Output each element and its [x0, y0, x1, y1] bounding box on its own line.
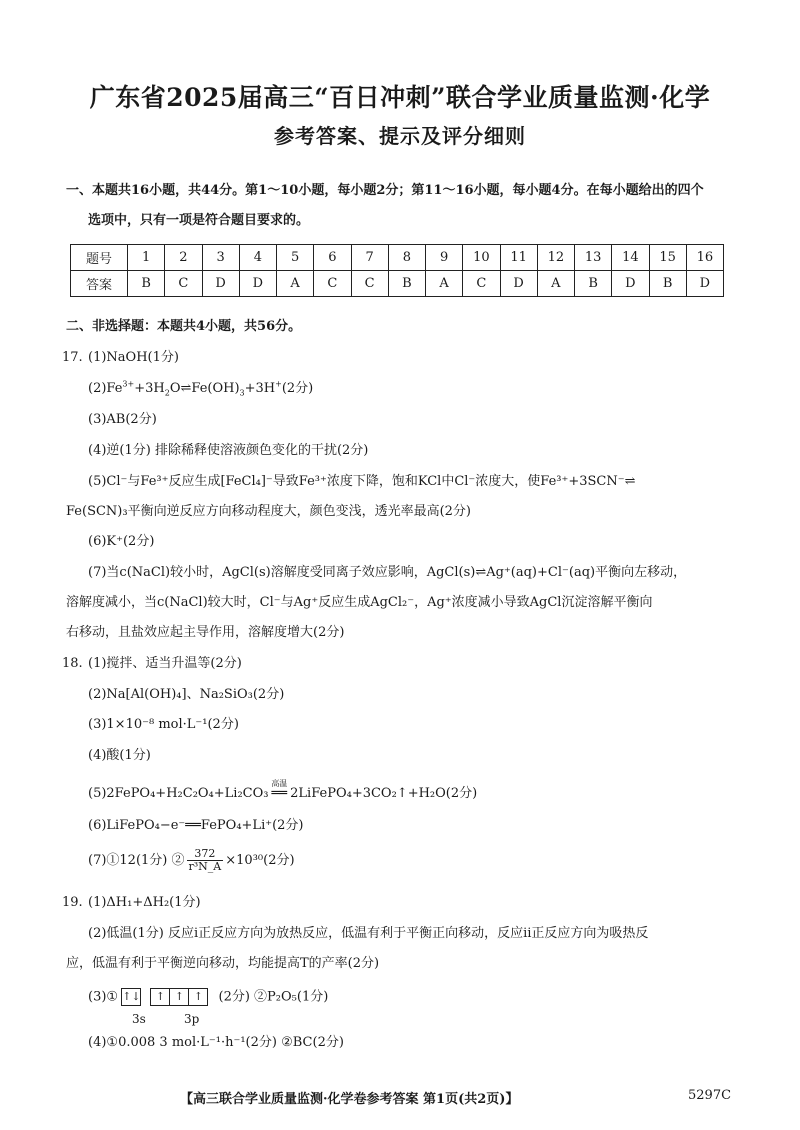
- table-cell: 1: [128, 245, 165, 271]
- q17-part7-line3: 右移动，且盐效应起主导作用，溶解度增大(2分): [66, 625, 345, 640]
- q18-part1: (1)搅拌、适当升温等(2分): [88, 656, 242, 671]
- page-title: 广东省2025届高三“百日冲刺”联合学业质量监测·化学: [89, 83, 711, 112]
- orbital-label-3p: 3p: [184, 1012, 200, 1026]
- q18-part6: (6)LiFePO₄−e⁻══FePO₄+Li⁺(2分): [88, 818, 304, 833]
- table-cell: 7: [351, 245, 388, 271]
- table-cell: D: [239, 271, 276, 297]
- page-subtitle: 参考答案、提示及评分细则: [274, 124, 526, 148]
- table-cell: 6: [314, 245, 351, 271]
- section1-heading-line1: 一、本题共16小题，共44分。第1～10小题，每小题2分；第11～16小题，每小题4分。在每小题给出的四个: [66, 183, 704, 198]
- table-cell: C: [314, 271, 351, 297]
- table-cell: 13: [575, 245, 612, 271]
- section1-heading-line2: 选项中，只有一项是符合题目要求的。: [88, 213, 310, 228]
- table-header-cell: 答案: [71, 271, 128, 297]
- answer-table-answer-row: [71, 271, 724, 297]
- orbital-label-3s: 3s: [132, 1012, 146, 1026]
- q17-part6: (6)K⁺(2分): [88, 534, 155, 549]
- table-cell: 15: [649, 245, 686, 271]
- question-number-17: 17.: [62, 350, 83, 365]
- table-cell: 9: [426, 245, 463, 271]
- table-cell: A: [277, 271, 314, 297]
- table-cell: C: [165, 271, 202, 297]
- question-number-18: 18.: [62, 656, 83, 671]
- q19-part2-line1: (2)低温(1分) 反应ⅰ正反应方向为放热反应，低温有利于平衡正向移动，反应ⅱ正反应方向为吸热反: [88, 926, 649, 941]
- q18-part2: (2)Na[Al(OH)₄]、Na₂SiO₃(2分): [88, 687, 285, 702]
- q18-part3: (3)1×10⁻⁸ mol·L⁻¹(2分): [88, 717, 239, 732]
- table-cell: 2: [165, 245, 202, 271]
- fraction-denominator: r³N_A: [188, 860, 222, 873]
- q19-part1: (1)ΔH₁+ΔH₂(1分): [88, 895, 201, 910]
- document-code: 5297C: [688, 1088, 732, 1103]
- table-cell: 4: [239, 245, 276, 271]
- orbital-diagram-3s: [122, 988, 141, 1007]
- table-cell: D: [686, 271, 723, 297]
- section2-heading: 二、非选择题：本题共4小题，共56分。: [66, 319, 302, 334]
- table-cell: B: [649, 271, 686, 297]
- table-cell: D: [500, 271, 537, 297]
- table-cell: 16: [686, 245, 723, 271]
- table-cell: B: [575, 271, 612, 297]
- table-cell: D: [202, 271, 239, 297]
- answer-table: [70, 244, 724, 297]
- q17-part7-line2: 溶解度减小，当c(NaCl)较大时，Cl⁻与Ag⁺反应生成AgCl₂⁻，Ag⁺浓度减小导致AgCl沉淀溶解平衡向: [66, 595, 653, 610]
- q17-part3: (3)AB(2分): [88, 412, 157, 427]
- q19-part2-line2: 应，低温有利于平衡逆向移动，均能提高T的产率(2分): [66, 956, 380, 971]
- answer-table-number-row: [71, 245, 724, 271]
- q17-part4: (4)逆(1分) 排除稀释使溶液颜色变化的干扰(2分): [88, 443, 369, 458]
- q17-part1: (1)NaOH(1分): [88, 350, 179, 365]
- q18-part7: (7)①12(1分) ② $\frac{372}{\text{r³N\_A}}$ ×10³⁰(2分): [88, 847, 295, 873]
- table-cell: 10: [463, 245, 500, 271]
- table-cell: 3: [202, 245, 239, 271]
- q18-part4: (4)酸(1分): [88, 748, 151, 763]
- table-cell: 12: [537, 245, 574, 271]
- orbital-box: ↑: [169, 988, 189, 1006]
- q17-part7-line1: (7)当c(NaCl)较小时，AgCl(s)溶解度受同离子效应影响，AgCl(s)⇌Ag⁺(aq)+Cl⁻(aq)平衡向左移动，: [88, 565, 687, 580]
- table-cell: D: [612, 271, 649, 297]
- orbital-box: ↑↓: [121, 988, 141, 1006]
- orbital-diagram-3p: [151, 988, 208, 1007]
- table-cell: A: [426, 271, 463, 297]
- q17-part5-line1: (5)Cl⁻与Fe³⁺反应生成[FeCl₄]⁻导致Fe³⁺浓度下降，饱和KCl中Cl⁻浓度大，使Fe³⁺+3SCN⁻⇌: [88, 474, 636, 489]
- table-cell: 8: [388, 245, 425, 271]
- q19-part3: (3)① ↑↓ ↑ ↑ ↑ (2分) ②P₂O₅(1分): [88, 989, 329, 1005]
- table-cell: C: [463, 271, 500, 297]
- question-number-19: 19.: [62, 895, 83, 910]
- table-cell: 11: [500, 245, 537, 271]
- fraction-numerator: 372: [187, 848, 224, 861]
- q19-part4: (4)①0.008 3 mol·L⁻¹·h⁻¹(2分) ②BC(2分): [88, 1035, 344, 1050]
- table-cell: B: [128, 271, 165, 297]
- table-cell: A: [537, 271, 574, 297]
- page-footer: 【高三联合学业质量监测·化学卷参考答案 第1页(共2页)】: [180, 1092, 519, 1107]
- orbital-box: ↑: [188, 988, 208, 1006]
- orbital-box: ↑: [150, 988, 170, 1006]
- q17-part2: $(2)Fe^{3+}+3H_2O\rightleftharpoons Fe(OH)_3+3H^+(2$分): [88, 379, 314, 398]
- table-cell: B: [388, 271, 425, 297]
- table-cell: 5: [277, 245, 314, 271]
- table-header-cell: 题号: [71, 245, 128, 271]
- q17-part5-line2: Fe(SCN)₃平衡向逆反应方向移动程度大，颜色变浅，透光率最高(2分): [66, 504, 471, 519]
- q18-part5: (5)2FePO₄+H₂C₂O₄+Li₂CO₃ 高温 ══ 2LiFePO₄+3CO₂↑+H₂O(2分): [88, 785, 477, 803]
- reaction-condition: 高温: [271, 779, 288, 788]
- table-cell: 14: [612, 245, 649, 271]
- table-cell: C: [351, 271, 388, 297]
